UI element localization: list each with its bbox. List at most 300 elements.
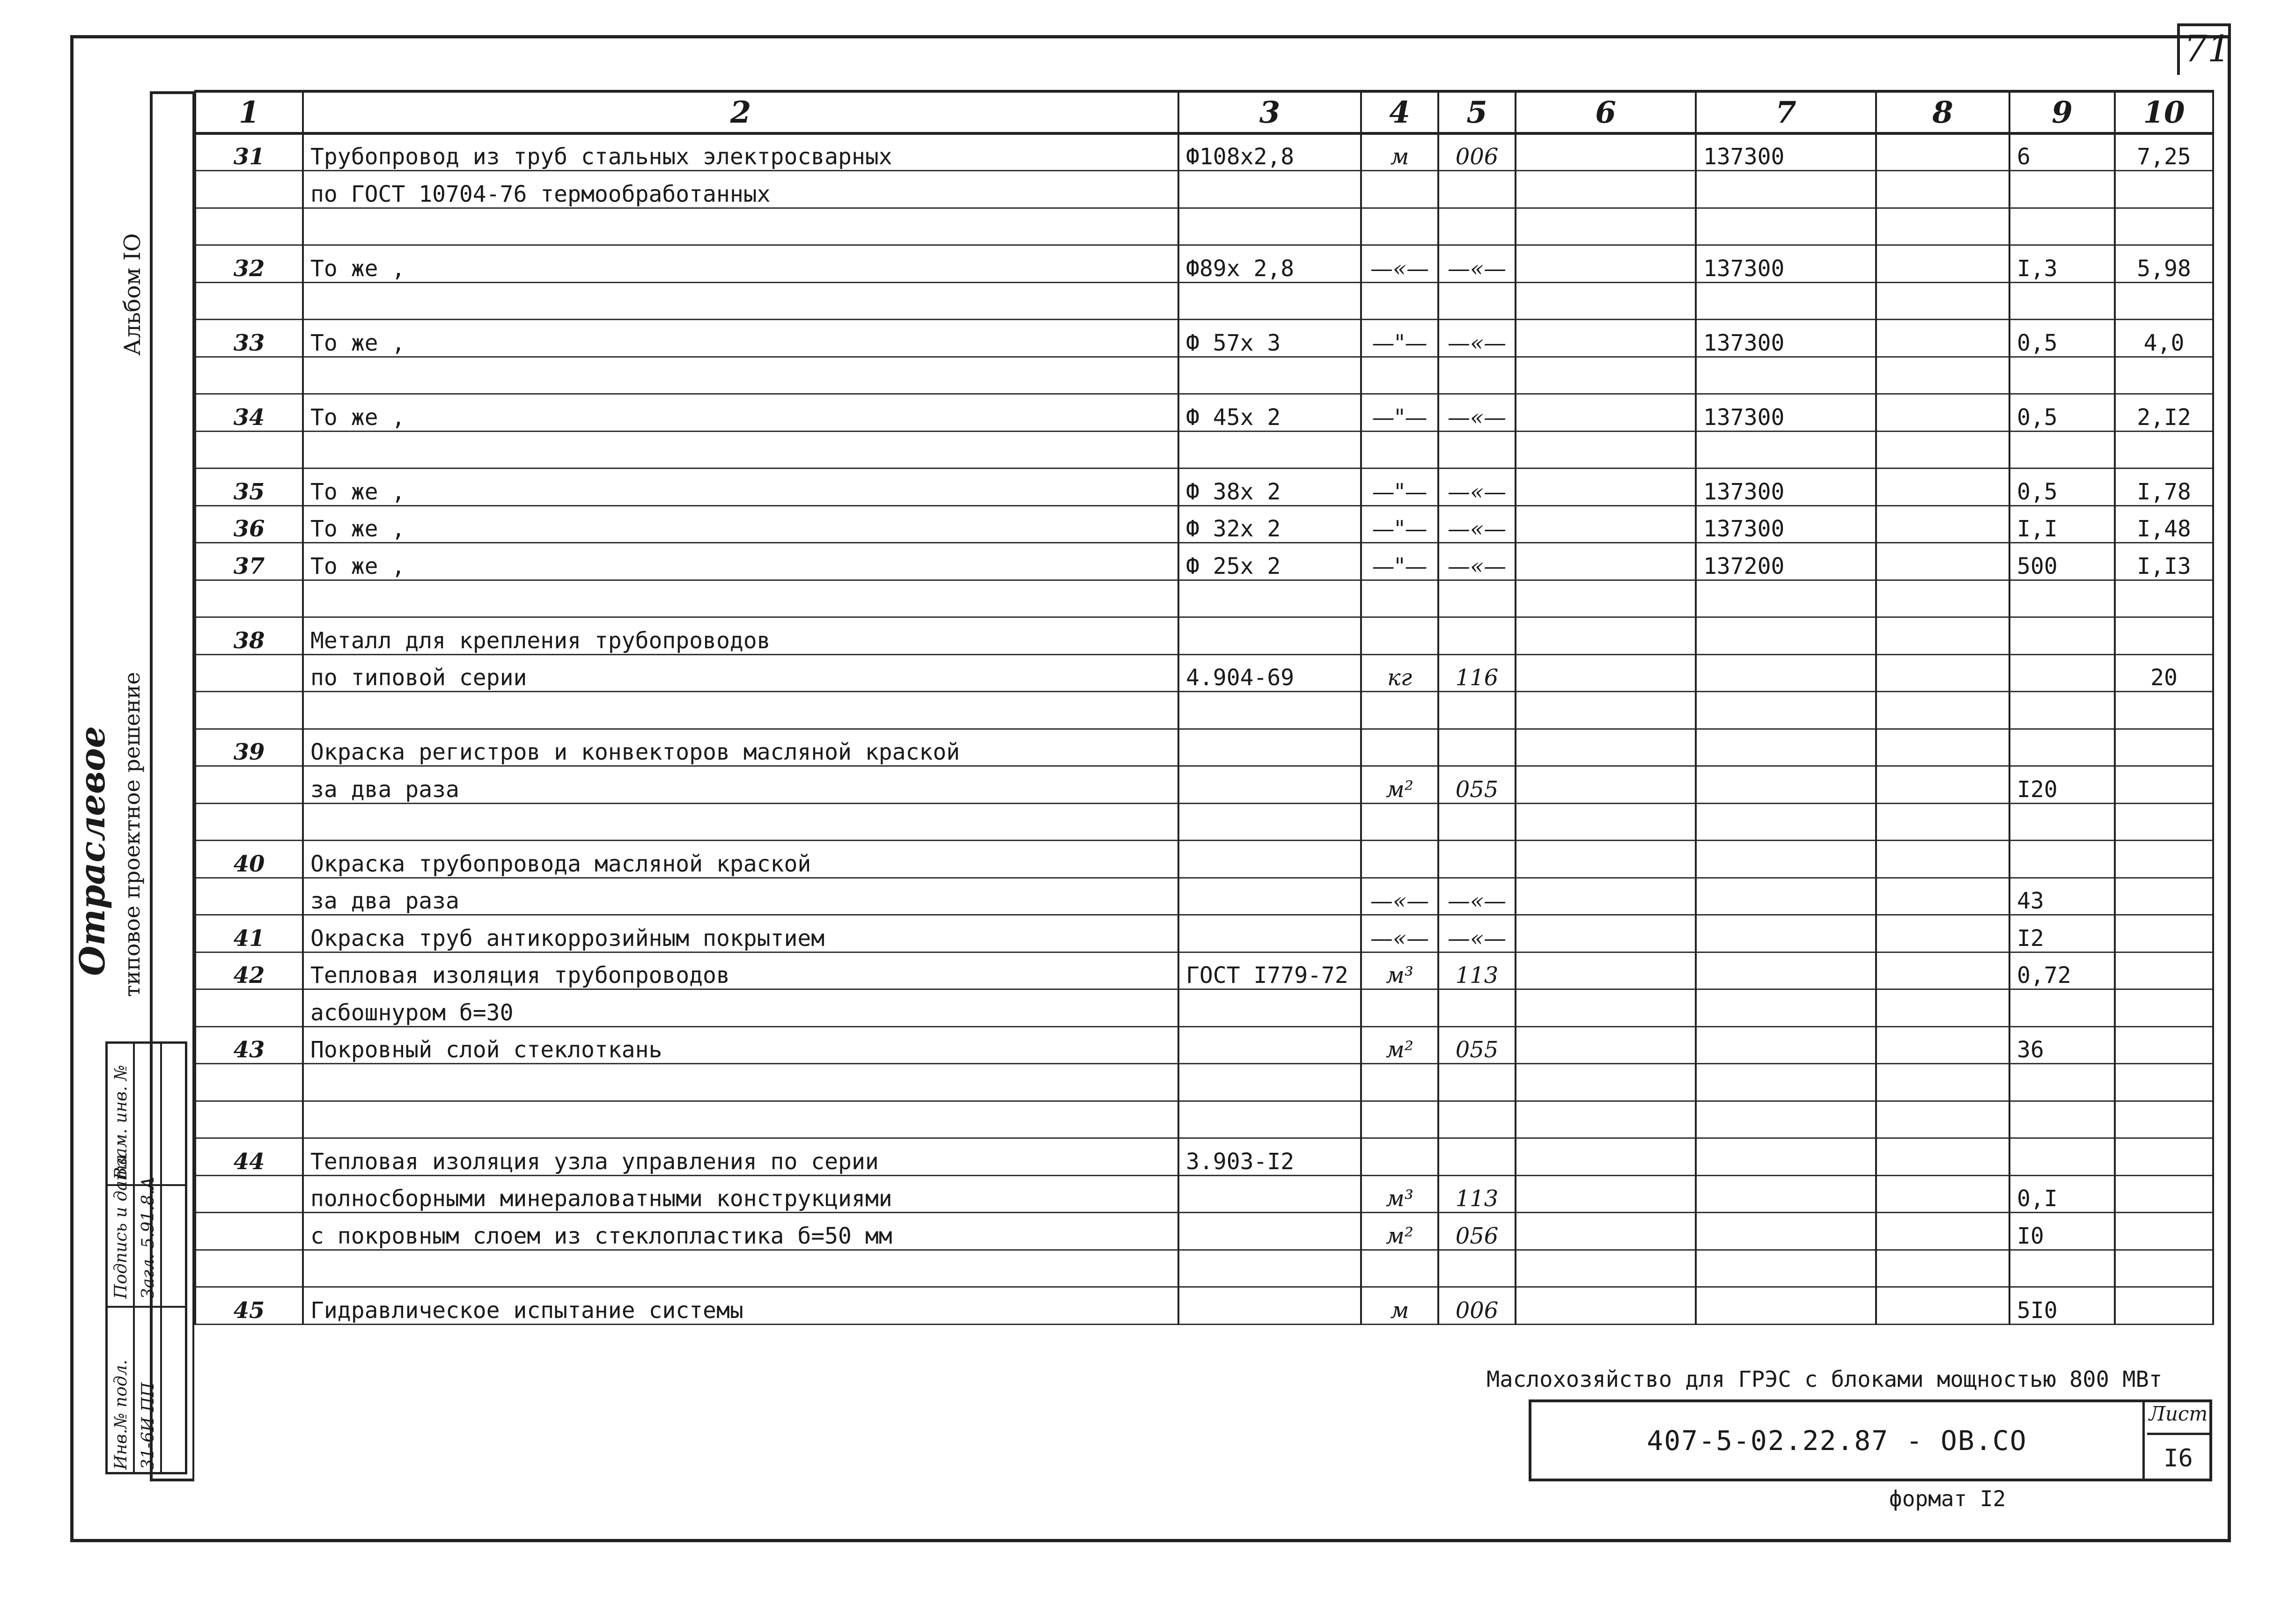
table-cell-col8 <box>1876 1101 2009 1138</box>
table-cell-col10: 2,I2 <box>2115 394 2213 432</box>
table-row <box>195 505 2213 543</box>
table-cell-col5 <box>1438 617 1516 655</box>
table-cell-col5: —«— <box>1438 320 1516 357</box>
table-cell-col10 <box>2115 282 2213 320</box>
table-cell-col8 <box>1876 654 2009 692</box>
table-cell-col2: То же , <box>303 320 1178 357</box>
table-cell-col2: за два раза <box>303 766 1178 804</box>
table-cell-col6 <box>1516 1026 1696 1064</box>
table-cell-col2 <box>303 431 1178 469</box>
table-cell-col8 <box>1876 1064 2009 1101</box>
table-cell-col2: Окраска трубопровода масляной краской <box>303 841 1178 878</box>
typical-solution-label: типовое проектное решение <box>119 672 145 997</box>
table-cell-col3 <box>1178 766 1361 804</box>
table-cell-col8 <box>1876 171 2009 208</box>
table-cell-col8 <box>1876 1026 2009 1064</box>
table-cell-col1 <box>195 1101 303 1138</box>
table-cell-col4 <box>1361 1064 1438 1101</box>
table-cell-col6 <box>1516 357 1696 394</box>
table-cell-col8 <box>1876 282 2009 320</box>
table-cell-col6 <box>1516 878 1696 915</box>
table-cell-col3 <box>1178 208 1361 245</box>
table-row <box>195 915 2213 952</box>
table-cell-col10 <box>2115 989 2213 1027</box>
table-cell-col7 <box>1696 841 1876 878</box>
table-cell-col4: м <box>1361 1287 1438 1325</box>
stamp-replace-label: Взам. инв. № <box>111 1064 131 1179</box>
table-cell-col1: 34 <box>195 394 303 432</box>
table-cell-col2: по типовой серии <box>303 654 1178 692</box>
table-cell-col5: 055 <box>1438 1026 1516 1064</box>
table-cell-col9 <box>2009 357 2115 394</box>
table-cell-col4 <box>1361 692 1438 729</box>
table-cell-col2: Окраска регистров и конвекторов масляной краской <box>303 729 1178 766</box>
table-cell-col10 <box>2115 1175 2213 1213</box>
table-cell-col7 <box>1696 617 1876 655</box>
table-cell-col1 <box>195 357 303 394</box>
table-cell-col3 <box>1178 282 1361 320</box>
table-cell-col6 <box>1516 133 1696 171</box>
table-cell-col7 <box>1696 729 1876 766</box>
table-cell-col7 <box>1696 171 1876 208</box>
table-cell-col9: 36 <box>2009 1026 2115 1064</box>
table-cell-col2: по ГОСТ 10704-76 термообработанных <box>303 171 1178 208</box>
table-cell-col4 <box>1361 282 1438 320</box>
table-cell-col2: То же , <box>303 394 1178 432</box>
table-cell-col3 <box>1178 803 1361 841</box>
table-cell-col6 <box>1516 1250 1696 1287</box>
table-cell-col2: То же , <box>303 245 1178 283</box>
table-cell-col5: 056 <box>1438 1213 1516 1250</box>
table-cell-col3: Ф 25х 2 <box>1178 543 1361 580</box>
table-cell-col2: полносборными минераловатными конструкциями <box>303 1175 1178 1213</box>
table-cell-col8 <box>1876 133 2009 171</box>
table-cell-col2 <box>303 357 1178 394</box>
table-cell-col9 <box>2009 1138 2115 1176</box>
table-row <box>195 580 2213 617</box>
table-cell-col4: кг <box>1361 654 1438 692</box>
table-cell-col6 <box>1516 1175 1696 1213</box>
table-cell-col1 <box>195 989 303 1027</box>
table-cell-col8 <box>1876 952 2009 989</box>
table-row <box>195 729 2213 766</box>
table-cell-col2: за два раза <box>303 878 1178 915</box>
table-cell-col5: 055 <box>1438 766 1516 804</box>
table-cell-col9: I2 <box>2009 915 2115 952</box>
table-cell-col9 <box>2009 803 2115 841</box>
table-cell-col3 <box>1178 171 1361 208</box>
table-cell-col10: I,78 <box>2115 469 2213 506</box>
stamp-sign-label: Подпись и дата <box>111 1155 131 1299</box>
table-cell-col8 <box>1876 1287 2009 1325</box>
table-cell-col5 <box>1438 208 1516 245</box>
table-cell-col9: 0,72 <box>2009 952 2115 989</box>
table-cell-col8 <box>1876 1138 2009 1176</box>
table-cell-col1: 37 <box>195 543 303 580</box>
table-cell-col5 <box>1438 357 1516 394</box>
document-code: 407-5-02.22.87 - ОВ.СО <box>1531 1402 2145 1479</box>
table-row <box>195 208 2213 245</box>
table-cell-col10 <box>2115 357 2213 394</box>
table-cell-col9 <box>2009 841 2115 878</box>
table-cell-col2 <box>303 692 1178 729</box>
table-cell-col9: 0,I <box>2009 1175 2115 1213</box>
table-cell-col1 <box>195 1213 303 1250</box>
table-cell-col3 <box>1178 1026 1361 1064</box>
table-cell-col6 <box>1516 841 1696 878</box>
table-cell-col2: Окраска труб антикоррозийным покрытием <box>303 915 1178 952</box>
table-cell-col5 <box>1438 431 1516 469</box>
table-row <box>195 1287 2213 1325</box>
table-cell-col8 <box>1876 617 2009 655</box>
table-cell-col7 <box>1696 803 1876 841</box>
table-cell-col5: 113 <box>1438 1175 1516 1213</box>
table-cell-col5 <box>1438 171 1516 208</box>
table-row <box>195 766 2213 804</box>
table-cell-col4 <box>1361 729 1438 766</box>
table-cell-col6 <box>1516 952 1696 989</box>
table-cell-col7 <box>1696 1250 1876 1287</box>
table-cell-col3: ГОСТ I779-72 <box>1178 952 1361 989</box>
table-cell-col5: —«— <box>1438 245 1516 283</box>
table-cell-col4 <box>1361 1138 1438 1176</box>
table-cell-col1 <box>195 282 303 320</box>
table-cell-col2: То же , <box>303 505 1178 543</box>
table-cell-col1: 39 <box>195 729 303 766</box>
table-cell-col8 <box>1876 431 2009 469</box>
table-cell-col6 <box>1516 1138 1696 1176</box>
table-cell-col9 <box>2009 282 2115 320</box>
table-cell-col6 <box>1516 692 1696 729</box>
table-cell-col2: Покровный слой стеклоткань <box>303 1026 1178 1064</box>
table-cell-col10 <box>2115 1213 2213 1250</box>
table-cell-col6 <box>1516 505 1696 543</box>
table-cell-col1: 33 <box>195 320 303 357</box>
table-cell-col8 <box>1876 841 2009 878</box>
table-cell-col2 <box>303 803 1178 841</box>
table-cell-col2: Тепловая изоляция трубопроводов <box>303 952 1178 989</box>
table-cell-col6 <box>1516 1213 1696 1250</box>
table-cell-col2: Металл для крепления трубопроводов <box>303 617 1178 655</box>
table-cell-col8 <box>1876 357 2009 394</box>
table-cell-col9 <box>2009 171 2115 208</box>
table-row <box>195 357 2213 394</box>
table-cell-col6 <box>1516 915 1696 952</box>
table-cell-col8 <box>1876 245 2009 283</box>
table-cell-col5: —«— <box>1438 543 1516 580</box>
table-cell-col7 <box>1696 766 1876 804</box>
table-cell-col3 <box>1178 1175 1361 1213</box>
table-row <box>195 803 2213 841</box>
table-cell-col6 <box>1516 171 1696 208</box>
table-cell-col10 <box>2115 1101 2213 1138</box>
table-cell-col3 <box>1178 357 1361 394</box>
table-cell-col7: 137300 <box>1696 505 1876 543</box>
table-cell-col10 <box>2115 208 2213 245</box>
table-cell-col6 <box>1516 1101 1696 1138</box>
table-row <box>195 989 2213 1027</box>
table-cell-col5 <box>1438 989 1516 1027</box>
table-row <box>195 543 2213 580</box>
column-header-8: 8 <box>1876 91 2009 133</box>
table-row <box>195 878 2213 915</box>
table-cell-col7 <box>1696 989 1876 1027</box>
table-row <box>195 1213 2213 1250</box>
column-header-1: 1 <box>195 91 303 133</box>
column-header-6: 6 <box>1516 91 1696 133</box>
table-cell-col4: —"— <box>1361 320 1438 357</box>
table-row <box>195 841 2213 878</box>
table-cell-col4 <box>1361 989 1438 1027</box>
table-cell-col5: —«— <box>1438 469 1516 506</box>
table-cell-col3: Ф89х 2,8 <box>1178 245 1361 283</box>
table-cell-col2: асбошнуром б=30 <box>303 989 1178 1027</box>
table-row <box>195 171 2213 208</box>
table-cell-col2 <box>303 1064 1178 1101</box>
table-cell-col1: 31 <box>195 133 303 171</box>
table-cell-col6 <box>1516 1287 1696 1325</box>
table-cell-col3 <box>1178 989 1361 1027</box>
table-cell-col8 <box>1876 1175 2009 1213</box>
table-cell-col4 <box>1361 580 1438 617</box>
table-cell-col7 <box>1696 1064 1876 1101</box>
table-row <box>195 692 2213 729</box>
table-cell-col5 <box>1438 282 1516 320</box>
table-cell-col6 <box>1516 654 1696 692</box>
table-cell-col9: 6 <box>2009 133 2115 171</box>
table-cell-col9: 0,5 <box>2009 469 2115 506</box>
table-cell-col7 <box>1696 952 1876 989</box>
table-cell-col10 <box>2115 1026 2213 1064</box>
table-cell-col9: I,I <box>2009 505 2115 543</box>
table-row <box>195 320 2213 357</box>
table-cell-col4 <box>1361 803 1438 841</box>
table-cell-col5 <box>1438 729 1516 766</box>
table-cell-col5: —«— <box>1438 505 1516 543</box>
table-cell-col10 <box>2115 803 2213 841</box>
table-row <box>195 133 2213 171</box>
table-cell-col10 <box>2115 841 2213 878</box>
table-cell-col7 <box>1696 915 1876 952</box>
table-cell-col7: 137300 <box>1696 133 1876 171</box>
table-cell-col3 <box>1178 1250 1361 1287</box>
table-cell-col7 <box>1696 654 1876 692</box>
table-cell-col10 <box>2115 952 2213 989</box>
table-cell-col9 <box>2009 1064 2115 1101</box>
table-cell-col1 <box>195 692 303 729</box>
table-cell-col5 <box>1438 1250 1516 1287</box>
table-cell-col4: —"— <box>1361 505 1438 543</box>
table-cell-col8 <box>1876 505 2009 543</box>
table-cell-col7 <box>1696 1026 1876 1064</box>
table-cell-col7 <box>1696 431 1876 469</box>
table-cell-col6 <box>1516 617 1696 655</box>
table-cell-col10 <box>2115 692 2213 729</box>
table-cell-col1: 45 <box>195 1287 303 1325</box>
table-cell-col6 <box>1516 208 1696 245</box>
table-cell-col10 <box>2115 1064 2213 1101</box>
column-header-3: 3 <box>1178 91 1361 133</box>
table-cell-col3 <box>1178 1101 1361 1138</box>
table-cell-col7 <box>1696 580 1876 617</box>
table-cell-col5: 116 <box>1438 654 1516 692</box>
table-cell-col4: —"— <box>1361 543 1438 580</box>
table-cell-col6 <box>1516 803 1696 841</box>
table-cell-col6 <box>1516 469 1696 506</box>
table-cell-col8 <box>1876 1250 2009 1287</box>
table-cell-col3: Ф 38х 2 <box>1178 469 1361 506</box>
table-row <box>195 245 2213 283</box>
table-cell-col8 <box>1876 580 2009 617</box>
table-cell-col10: 20 <box>2115 654 2213 692</box>
table-header-row <box>195 91 2213 133</box>
table-cell-col1 <box>195 171 303 208</box>
table-row <box>195 394 2213 432</box>
object-name: Маслохозяйство для ГРЭС с блоками мощностью 800 МВт <box>1487 1367 2163 1392</box>
table-cell-col1: 43 <box>195 1026 303 1064</box>
table-cell-col10: 7,25 <box>2115 133 2213 171</box>
table-cell-col6 <box>1516 543 1696 580</box>
table-cell-col10: I,I3 <box>2115 543 2213 580</box>
table-cell-col9: I20 <box>2009 766 2115 804</box>
table-cell-col1 <box>195 878 303 915</box>
table-cell-col6 <box>1516 431 1696 469</box>
table-cell-col3 <box>1178 841 1361 878</box>
table-cell-col2: Трубопровод из труб стальных электросварных <box>303 133 1178 171</box>
table-cell-col4 <box>1361 1101 1438 1138</box>
table-cell-col3 <box>1178 878 1361 915</box>
table-cell-col1 <box>195 654 303 692</box>
table-cell-col9: I,3 <box>2009 245 2115 283</box>
table-cell-col2: с покровным слоем из стеклопластика б=50 мм <box>303 1213 1178 1250</box>
table-cell-col3 <box>1178 915 1361 952</box>
table-cell-col8 <box>1876 803 2009 841</box>
album-label: Альбом IO <box>119 233 146 356</box>
table-cell-col10 <box>2115 766 2213 804</box>
table-cell-col1 <box>195 1064 303 1101</box>
table-cell-col8 <box>1876 915 2009 952</box>
table-cell-col8 <box>1876 878 2009 915</box>
table-cell-col6 <box>1516 282 1696 320</box>
table-cell-col2 <box>303 1250 1178 1287</box>
specification-table <box>194 90 2214 1325</box>
table-cell-col6 <box>1516 580 1696 617</box>
table-row <box>195 1064 2213 1101</box>
table-cell-col1 <box>195 431 303 469</box>
table-cell-col9: I0 <box>2009 1213 2115 1250</box>
table-cell-col3 <box>1178 431 1361 469</box>
table-cell-col9 <box>2009 654 2115 692</box>
table-cell-col6 <box>1516 394 1696 432</box>
table-cell-col1: 41 <box>195 915 303 952</box>
table-cell-col3: 3.903-I2 <box>1178 1138 1361 1176</box>
table-cell-col3: Ф 45х 2 <box>1178 394 1361 432</box>
table-cell-col10: 4,0 <box>2115 320 2213 357</box>
table-cell-col10 <box>2115 171 2213 208</box>
table-cell-col2: То же , <box>303 543 1178 580</box>
table-cell-col9 <box>2009 989 2115 1027</box>
table-cell-col1: 32 <box>195 245 303 283</box>
table-cell-col4 <box>1361 431 1438 469</box>
table-cell-col6 <box>1516 1064 1696 1101</box>
table-cell-col10 <box>2115 1138 2213 1176</box>
table-cell-col7: 137300 <box>1696 469 1876 506</box>
table-row <box>195 1175 2213 1213</box>
table-cell-col8 <box>1876 766 2009 804</box>
table-cell-col8 <box>1876 208 2009 245</box>
table-cell-col9 <box>2009 617 2115 655</box>
sheet-label: Лист <box>2147 1402 2209 1435</box>
table-cell-col8 <box>1876 729 2009 766</box>
table-cell-col1: 35 <box>195 469 303 506</box>
table-cell-col1: 38 <box>195 617 303 655</box>
table-cell-col9: 0,5 <box>2009 394 2115 432</box>
table-cell-col7: 137200 <box>1696 543 1876 580</box>
approval-stamp <box>105 1041 187 1474</box>
title-block <box>1529 1399 2212 1481</box>
table-cell-col4 <box>1361 357 1438 394</box>
table-cell-col6 <box>1516 320 1696 357</box>
table-cell-col8 <box>1876 692 2009 729</box>
table-cell-col1 <box>195 1250 303 1287</box>
table-row <box>195 1250 2213 1287</box>
table-cell-col3 <box>1178 1064 1361 1101</box>
column-header-10: 10 <box>2115 91 2213 133</box>
table-cell-col5: 006 <box>1438 133 1516 171</box>
table-cell-col3 <box>1178 1287 1361 1325</box>
industry-label: Отраслевое <box>73 726 113 976</box>
table-cell-col4: —«— <box>1361 878 1438 915</box>
table-cell-col5 <box>1438 1064 1516 1101</box>
column-header-2: 2 <box>303 91 1178 133</box>
table-cell-col10: 5,98 <box>2115 245 2213 283</box>
table-cell-col10 <box>2115 729 2213 766</box>
table-cell-col3 <box>1178 1213 1361 1250</box>
table-cell-col6 <box>1516 766 1696 804</box>
table-cell-col9: 43 <box>2009 878 2115 915</box>
table-cell-col5: —«— <box>1438 878 1516 915</box>
table-cell-col9 <box>2009 208 2115 245</box>
table-cell-col5 <box>1438 841 1516 878</box>
sheet-number: I6 <box>2164 1444 2193 1472</box>
table-cell-col10 <box>2115 1287 2213 1325</box>
table-cell-col9 <box>2009 692 2115 729</box>
table-cell-col9: 5I0 <box>2009 1287 2115 1325</box>
table-cell-col2: Гидравлическое испытание системы <box>303 1287 1178 1325</box>
table-row <box>195 1138 2213 1176</box>
column-header-5: 5 <box>1438 91 1516 133</box>
table-cell-col8 <box>1876 394 2009 432</box>
table-row <box>195 1026 2213 1064</box>
table-cell-col7 <box>1696 357 1876 394</box>
table-cell-col2 <box>303 208 1178 245</box>
table-cell-col3: Ф108х2,8 <box>1178 133 1361 171</box>
table-cell-col4 <box>1361 1250 1438 1287</box>
table-cell-col6 <box>1516 729 1696 766</box>
table-cell-col1: 36 <box>195 505 303 543</box>
table-cell-col6 <box>1516 989 1696 1027</box>
table-cell-col4: —"— <box>1361 469 1438 506</box>
table-cell-col4 <box>1361 208 1438 245</box>
table-cell-col5 <box>1438 1101 1516 1138</box>
table-cell-col7 <box>1696 1138 1876 1176</box>
table-cell-col2: Тепловая изоляция узла управления по серии <box>303 1138 1178 1176</box>
table-cell-col4: м <box>1361 133 1438 171</box>
table-cell-col10: I,48 <box>2115 505 2213 543</box>
table-cell-col5 <box>1438 1138 1516 1176</box>
table-cell-col9 <box>2009 580 2115 617</box>
table-cell-col9 <box>2009 729 2115 766</box>
